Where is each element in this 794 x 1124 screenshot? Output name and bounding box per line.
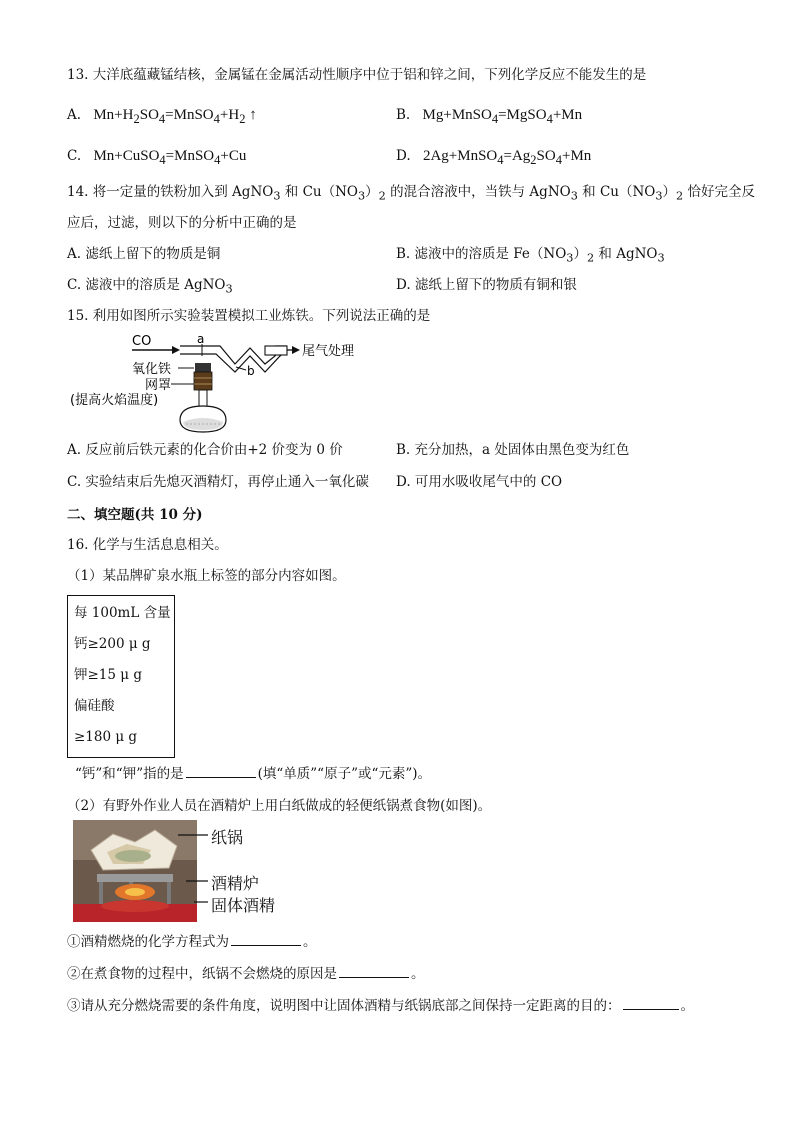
mesh-cover <box>194 372 212 390</box>
q13-option-d-formula: $2Ag+MnSO_4=Ag_2SO_4+Mn$ <box>422 148 592 167</box>
label-iron-oxide: 氧化铁 <box>132 362 172 377</box>
q16-question4: ③请从充分燃烧需要的条件角度，说明图中让固体酒精与纸锅底部之间保持一定距离的目的： 。 <box>67 998 694 1014</box>
q13-option-b-formula: Mg+MnSO$_4$=MgSO$_4$+Mn <box>422 107 583 126</box>
label-alcohol-stove: 酒精炉 <box>211 874 260 893</box>
q15-option-c: C. 实验结束后先熄灭酒精灯，再停止通入一氧化碳 <box>67 474 369 490</box>
q16-part1: （1）某品牌矿泉水瓶上标签的部分内容如图。 <box>67 568 346 584</box>
q15-option-d: D. 可用水吸收尾气中的 CO <box>396 474 563 490</box>
label-b: b <box>247 364 255 378</box>
q16-question1: “钙”和“钾”指的是 (填“单质”“原子”或“元素”)。 <box>75 766 432 782</box>
q13-option-d <box>396 147 591 169</box>
q13-option-c-formula: Mn+CuSO$_4$=MnSO$_4$+Cu <box>93 148 247 167</box>
option-letter: B. <box>396 107 411 123</box>
q15-option-a: A. 反应前后铁元素的化合价由+2 价变为 0 价 <box>67 442 343 458</box>
q14-option-b: B. 滤液中的溶质是 $Fe(NO_3)_2$ 和 AgNO$_3$ <box>396 246 665 265</box>
q16-part2: （2）有野外作业人员在酒精炉上用白纸做成的轻便纸锅煮食物(如图)。 <box>67 798 492 814</box>
answer-blank[interactable] <box>186 765 256 778</box>
label-tail-gas: 尾气处理 <box>302 344 355 359</box>
mineral-water-label <box>67 595 175 758</box>
label-note: (提高火焰温度) <box>70 393 159 408</box>
answer-blank[interactable] <box>339 965 409 978</box>
answer-blank[interactable] <box>623 997 679 1010</box>
label-line: 钾≥15 μ g <box>74 667 142 683</box>
label-solid-alcohol: 固体酒精 <box>211 896 276 915</box>
q14-option-d: D. 滤纸上留下的物质有铜和银 <box>396 277 577 293</box>
label-line: 偏硅酸 <box>74 698 115 714</box>
q13-option-a <box>67 106 257 128</box>
q14-option-c: C. 滤液中的溶质是 AgNO$_3$ <box>67 277 233 296</box>
option-letter: C. <box>67 148 82 164</box>
q16-stem: 16. 化学与生活息息相关。 <box>67 537 228 553</box>
q14-stem-line1: 14. 将一定量的铁粉加入到 AgNO$_3$ 和 $Cu(NO_3)_2$ 的混合溶液中，当铁与 AgNO$_3$ 和 $Cu(NO_3)_2$ 恰好完全反 <box>67 184 756 203</box>
label-paper-pot: 纸锅 <box>211 828 244 847</box>
label-a: a <box>197 334 205 346</box>
q16-question2: ①酒精燃烧的化学方程式为 。 <box>67 934 317 950</box>
q13-option-b <box>396 106 582 128</box>
q13-option-c <box>67 147 246 169</box>
q16-question3: ②在煮食物的过程中，纸锅不会燃烧的原因是 。 <box>67 966 425 982</box>
co-arrow-head <box>172 346 180 354</box>
photo-label-leaders <box>160 820 210 922</box>
answer-blank[interactable] <box>231 933 301 946</box>
section-title: 二、填空题(共 10 分) <box>67 507 203 523</box>
iron-oxide-sample <box>195 363 211 372</box>
outlet-tube <box>265 346 287 355</box>
q14-option-a: A. 滤纸上留下的物质是铜 <box>67 246 221 262</box>
q13-stem: 13. 大洋底蕴藏锰结核，金属锰在金属活动性顺序中位于铝和锌之间，下列化学反应不能发生的是 <box>67 67 647 83</box>
q15-stem: 15. 利用如图所示实验装置模拟工业炼铁。下列说法正确的是 <box>67 308 431 324</box>
label-line: ≥180 μ g <box>74 729 138 745</box>
lamp-neck <box>199 390 207 406</box>
q15-option-b: B. 充分加热，a 处固体由黑色变为红色 <box>396 442 630 458</box>
label-mesh: 网罩 <box>145 378 172 393</box>
option-letter: A. <box>67 107 82 123</box>
option-letter: D. <box>396 148 411 164</box>
label-line: 钙≥200 μ g <box>74 636 151 652</box>
q14-stem-line2: 应后，过滤，则以下的分析中正确的是 <box>67 215 297 231</box>
label-line: 每 100mL 含量 <box>74 605 171 621</box>
q13-option-a-formula: $Mn+H_2SO_4=MnSO_4+H_2$ ↑ <box>93 107 257 126</box>
label-co: CO <box>132 334 152 349</box>
q15-apparatus-diagram <box>70 334 370 436</box>
